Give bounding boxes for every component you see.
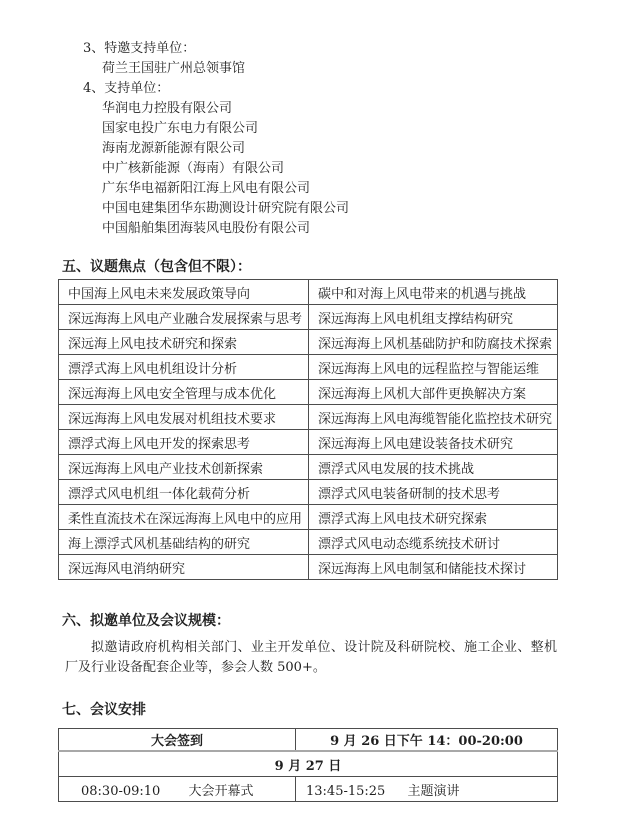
slot-morning-cell (59, 777, 296, 802)
topic-row (59, 405, 558, 430)
topic-row (59, 380, 558, 405)
topic-cell-right: 深远海海上风电的远程监控与智能运维 (309, 355, 558, 380)
topic-cell-right: 漂浮式风电发展的技术挑战 (309, 455, 558, 480)
topic-row (59, 355, 558, 380)
topic-row (59, 480, 558, 505)
agenda-table (58, 728, 558, 802)
topic-cell-left: 漂浮式风电机组一体化载荷分析 (59, 480, 309, 505)
topic-cell-right: 漂浮式风电动态缆系统技术研讨 (309, 530, 558, 555)
section-topics-heading: 五、议题焦点（包含但不限）： (62, 259, 251, 275)
topic-cell-right: 深远海海上风电建设装备技术研究 (309, 430, 558, 455)
agenda-row-slots (59, 777, 558, 802)
topic-cell-left: 漂浮式海上风电机组设计分析 (59, 355, 309, 380)
topic-row (59, 330, 558, 355)
topic-cell-right: 碳中和对海上风电带来的机遇与挑战 (309, 280, 558, 305)
topic-cell-left: 深远海风电消纳研究 (59, 555, 309, 580)
support-company: 海南龙源新能源有限公司 (102, 141, 246, 156)
topic-cell-left: 深远海海上风电安全管理与成本优化 (59, 380, 309, 405)
topic-cell-right: 深远海海上风电机组支撑结构研究 (309, 305, 558, 330)
topic-cell-left: 漂浮式海上风电开发的探索思考 (59, 430, 309, 455)
section-invitees-heading: 六、拟邀单位及会议规模： (62, 613, 230, 629)
list-item-3-label: 3、特邀支持单位： (83, 41, 196, 56)
invitees-paragraph: 拟邀请政府机构相关部门、业主开发单位、设计院及科研院校、施工企业、整机厂及行业设备配套企业等，参会人数 500+。 (65, 640, 557, 675)
slot-morning-event: 大会开幕式 (188, 783, 254, 799)
agenda-row-signin (59, 729, 558, 752)
signin-time-cell: 9 月 26 日下午 14：00-20:00 (296, 729, 558, 752)
topic-cell-right: 深远海海上风机基础防护和防腐技术探索 (309, 330, 558, 355)
slot-afternoon-cell (296, 777, 558, 802)
topic-cell-left: 柔性直流技术在深远海海上风电中的应用 (59, 505, 309, 530)
topic-row (59, 505, 558, 530)
topic-cell-left: 深远海海上风电产业技术创新探索 (59, 455, 309, 480)
topics-table (58, 279, 558, 580)
support-company: 国家电投广东电力有限公司 (102, 121, 259, 136)
section-agenda-heading: 七、会议安排 (62, 702, 146, 718)
slot-afternoon-event: 主题演讲 (407, 783, 460, 799)
topic-row (59, 430, 558, 455)
slot-afternoon-time: 13:45-15:25 (306, 783, 386, 799)
topic-cell-right: 深远海海上风电制氢和储能技术探讨 (309, 555, 558, 580)
signin-label-cell: 大会签到 (59, 729, 296, 752)
topic-cell-right: 深远海海上风机大部件更换解决方案 (309, 380, 558, 405)
support-company: 华润电力控股有限公司 (102, 101, 233, 116)
topic-row (59, 555, 558, 580)
list-item-3-child: 荷兰王国驻广州总领事馆 (102, 61, 246, 76)
support-company: 中国电建集团华东勘测设计研究院有限公司 (102, 201, 350, 216)
topic-cell-left: 深远海海上风电产业融合发展探索与思考 (59, 305, 309, 330)
support-company: 中广核新能源（海南）有限公司 (102, 161, 285, 176)
topic-cell-right: 深远海海上风电海缆智能化监控技术研究 (309, 405, 558, 430)
topic-cell-left: 深远海海上风电发展对机组技术要求 (59, 405, 309, 430)
topic-row (59, 305, 558, 330)
topic-cell-left: 深远海上风电技术研究和探索 (59, 330, 309, 355)
support-company: 广东华电福新阳江海上风电有限公司 (102, 181, 311, 196)
support-company: 中国船舶集团海装风电股份有限公司 (102, 221, 311, 236)
day-header-cell: 9 月 27 日 (59, 751, 558, 777)
topic-row (59, 530, 558, 555)
topic-row (59, 455, 558, 480)
topic-row (59, 280, 558, 305)
topic-cell-right: 漂浮式海上风电技术研究探索 (309, 505, 558, 530)
list-item-4-label: 4、支持单位： (83, 81, 170, 96)
topic-cell-left: 海上漂浮式风机基础结构的研究 (59, 530, 309, 555)
agenda-row-day (59, 751, 558, 777)
topic-cell-left: 中国海上风电未来发展政策导向 (59, 280, 309, 305)
topic-cell-right: 漂浮式风电装备研制的技术思考 (309, 480, 558, 505)
slot-morning-time: 08:30-09:10 (81, 783, 161, 799)
